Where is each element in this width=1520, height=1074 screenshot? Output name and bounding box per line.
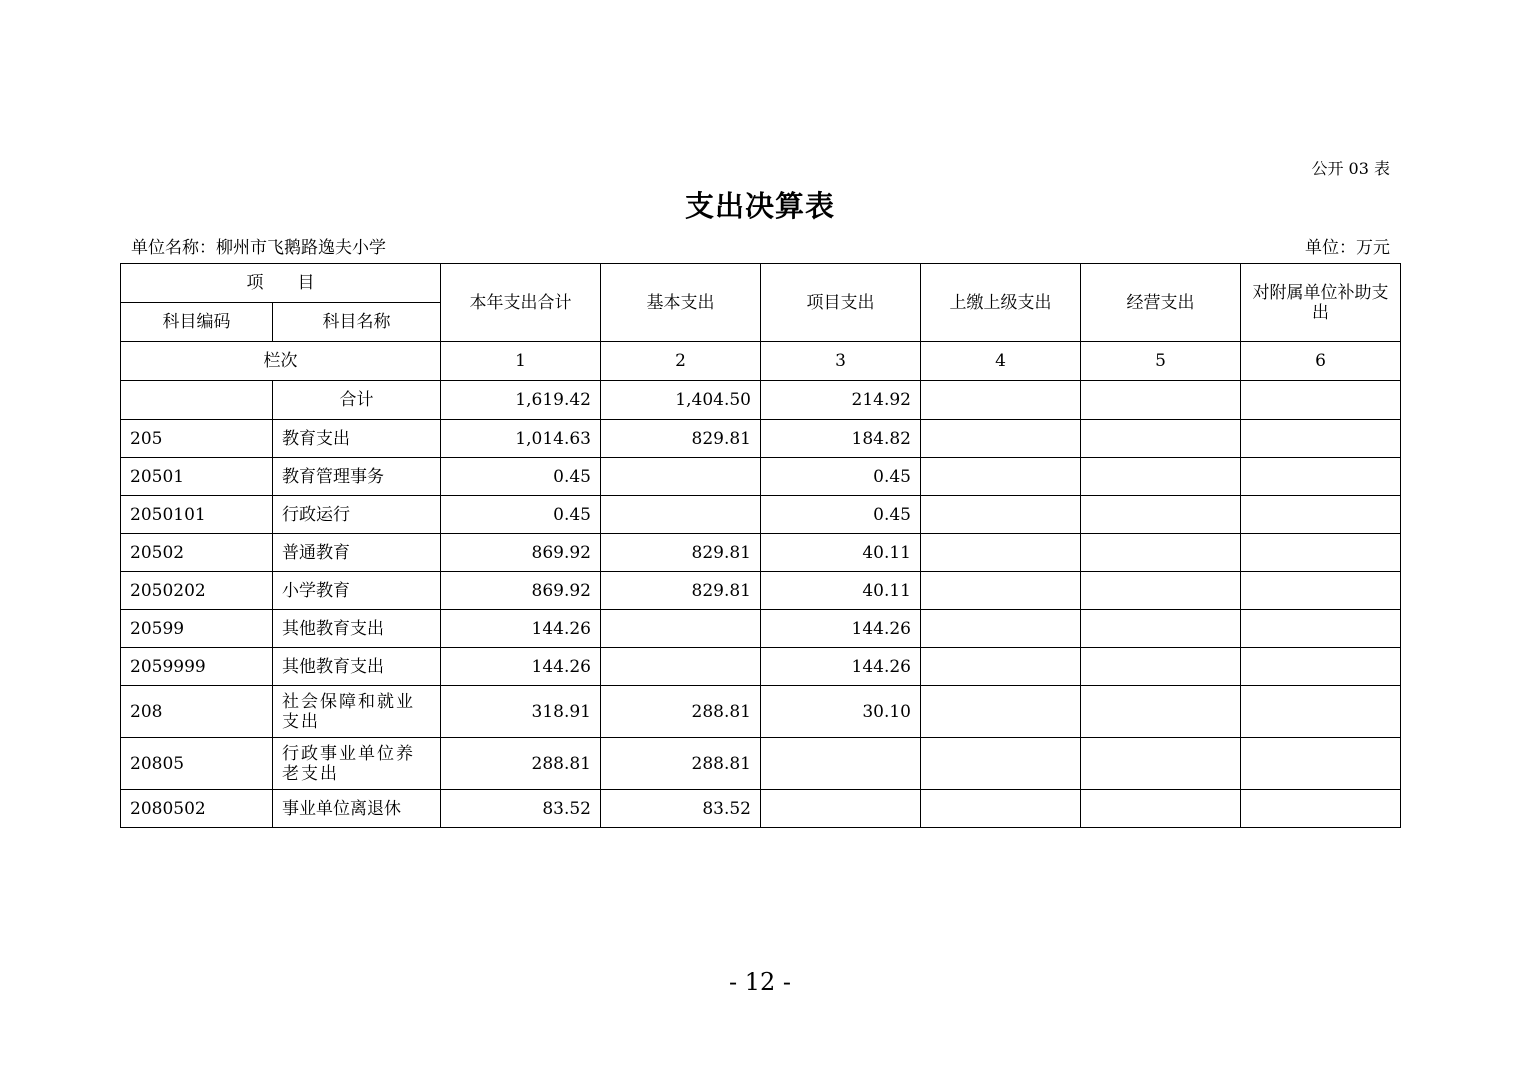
header-col3: 项目支出 [761, 264, 921, 342]
table-row [121, 496, 1401, 534]
col-number: 1 [441, 342, 601, 381]
cell-value: 829.81 [601, 534, 761, 572]
cell-value: 144.26 [441, 610, 601, 648]
cell-code: 2059999 [121, 648, 273, 686]
cell-value [921, 420, 1081, 458]
cell-value: 288.81 [441, 738, 601, 790]
cell-value [921, 496, 1081, 534]
cell-value [1081, 686, 1241, 738]
cell-value: 288.81 [601, 686, 761, 738]
cell-value [1081, 496, 1241, 534]
cell-value: 83.52 [601, 790, 761, 828]
cell-value: 829.81 [601, 572, 761, 610]
cell-value: 83.52 [441, 790, 601, 828]
cell-code: 20501 [121, 458, 273, 496]
table-row [121, 458, 1401, 496]
header-col4: 上缴上级支出 [921, 264, 1081, 342]
cell-value [601, 458, 761, 496]
cell-value: 288.81 [601, 738, 761, 790]
cell-value: 40.11 [761, 572, 921, 610]
cell-value: 144.26 [761, 610, 921, 648]
form-code: 公开 03 表 [1311, 159, 1390, 178]
cell-value: 40.11 [761, 534, 921, 572]
cell-value [1081, 572, 1241, 610]
cell-value [1081, 648, 1241, 686]
header-col2: 基本支出 [601, 264, 761, 342]
header-lanci: 栏次 [121, 342, 441, 381]
expenditure-table [120, 263, 1401, 828]
table-row [121, 738, 1401, 790]
cell-value [1241, 572, 1401, 610]
table-row [121, 686, 1401, 738]
cell-name: 小学教育 [273, 572, 441, 610]
cell-value [921, 458, 1081, 496]
table-row [121, 648, 1401, 686]
cell-name: 行政事业单位养老支出 [273, 738, 441, 790]
cell-value [921, 790, 1081, 828]
cell-code: 208 [121, 686, 273, 738]
cell-value [921, 610, 1081, 648]
cell-name: 其他教育支出 [273, 610, 441, 648]
cell-value: 869.92 [441, 534, 601, 572]
cell-code: 205 [121, 420, 273, 458]
cell-value [761, 738, 921, 790]
cell-value: 0.45 [441, 496, 601, 534]
cell-value [1081, 381, 1241, 420]
cell-name: 教育支出 [273, 420, 441, 458]
cell-value: 829.81 [601, 420, 761, 458]
cell-value [1241, 420, 1401, 458]
col-number: 2 [601, 342, 761, 381]
cell-value [1241, 648, 1401, 686]
cell-value [1081, 534, 1241, 572]
table-row [121, 420, 1401, 458]
header-code: 科目编码 [121, 303, 273, 342]
cell-name: 行政运行 [273, 496, 441, 534]
cell-value: 214.92 [761, 381, 921, 420]
cell-value [1241, 790, 1401, 828]
cell-value [1081, 790, 1241, 828]
header-col1: 本年支出合计 [441, 264, 601, 342]
cell-value [1241, 534, 1401, 572]
col-number: 5 [1081, 342, 1241, 381]
cell-value [1081, 610, 1241, 648]
cell-code: 20599 [121, 610, 273, 648]
cell-value [1081, 738, 1241, 790]
cell-value [1241, 610, 1401, 648]
cell-value: 1,014.63 [441, 420, 601, 458]
cell-value: 144.26 [441, 648, 601, 686]
page-number: - 12 - [728, 968, 791, 996]
cell-value [1241, 686, 1401, 738]
cell-value [601, 496, 761, 534]
cell-value: 869.92 [441, 572, 601, 610]
cell-value [921, 686, 1081, 738]
table-row [121, 790, 1401, 828]
cell-value: 1,619.42 [441, 381, 601, 420]
cell-value: 144.26 [761, 648, 921, 686]
header-name: 科目名称 [273, 303, 441, 342]
cell-value [921, 534, 1081, 572]
cell-value [921, 738, 1081, 790]
cell-value [1241, 738, 1401, 790]
cell-name: 其他教育支出 [273, 648, 441, 686]
cell-value: 0.45 [441, 458, 601, 496]
cell-value: 1,404.50 [601, 381, 761, 420]
table-row [121, 534, 1401, 572]
cell-value [1081, 420, 1241, 458]
col-number: 3 [761, 342, 921, 381]
cell-code: 20502 [121, 534, 273, 572]
col-number: 6 [1241, 342, 1401, 381]
cell-value: 184.82 [761, 420, 921, 458]
col-number: 4 [921, 342, 1081, 381]
table-row [121, 610, 1401, 648]
cell-name: 社会保障和就业支出 [273, 686, 441, 738]
table-row [121, 572, 1401, 610]
total-row [121, 381, 1401, 420]
cell-code: 2050101 [121, 496, 273, 534]
cell-value [761, 790, 921, 828]
cell-code [121, 381, 273, 420]
cell-code: 2080502 [121, 790, 273, 828]
cell-value: 318.91 [441, 686, 601, 738]
cell-value [921, 381, 1081, 420]
unit-name: 单位名称：柳州市飞鹅路逸夫小学 [131, 238, 386, 258]
cell-value [921, 572, 1081, 610]
cell-value: 30.10 [761, 686, 921, 738]
cell-value [601, 610, 761, 648]
currency-unit: 单位：万元 [1305, 238, 1390, 258]
total-label: 合计 [273, 381, 441, 420]
cell-name: 事业单位离退休 [273, 790, 441, 828]
cell-value [1081, 458, 1241, 496]
cell-value [921, 648, 1081, 686]
page-title: 支出决算表 [684, 189, 835, 223]
cell-name: 普通教育 [273, 534, 441, 572]
cell-code: 2050202 [121, 572, 273, 610]
header-item: 项 目 [121, 264, 441, 303]
cell-value [1241, 496, 1401, 534]
cell-value [1241, 381, 1401, 420]
cell-value: 0.45 [761, 458, 921, 496]
header-col5: 经营支出 [1081, 264, 1241, 342]
cell-value: 0.45 [761, 496, 921, 534]
cell-value [601, 648, 761, 686]
cell-code: 20805 [121, 738, 273, 790]
cell-value [1241, 458, 1401, 496]
cell-name: 教育管理事务 [273, 458, 441, 496]
header-col6: 对附属单位补助支出 [1241, 264, 1401, 342]
